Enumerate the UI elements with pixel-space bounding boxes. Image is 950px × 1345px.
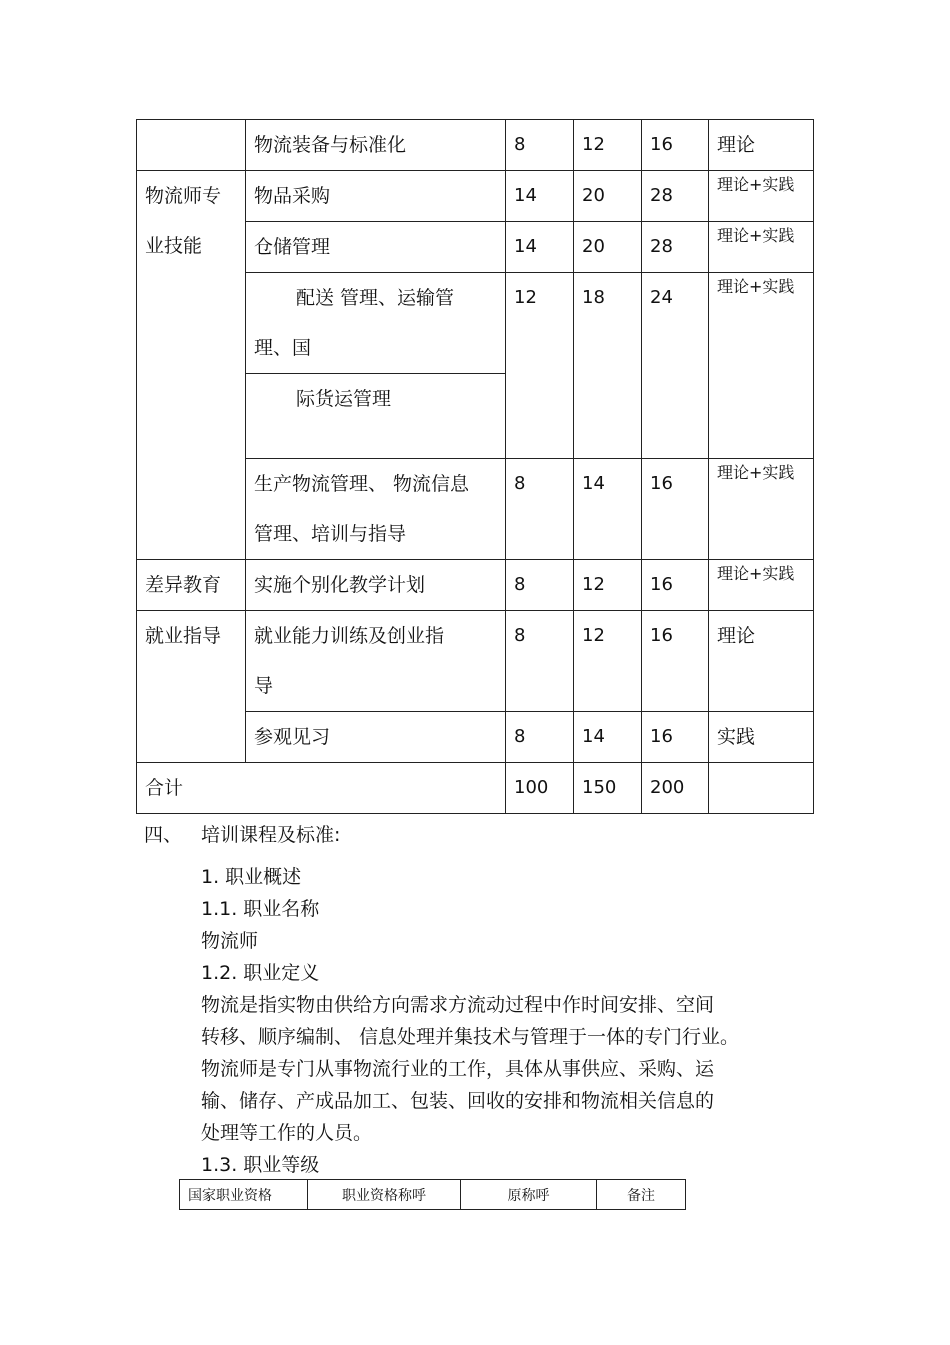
definition-line: 转移、顺序编制、 信息处理并集技术与管理于一体的专门行业。 xyxy=(201,1026,740,1048)
section-number: 四、 xyxy=(144,824,183,846)
category-cell xyxy=(137,120,246,171)
hours-c-cell: 16 xyxy=(642,611,709,712)
definition-line: 物流师是专门从事物流行业的工作，具体从事供应、采购、运 xyxy=(201,1058,715,1080)
total-method-cell xyxy=(709,763,814,814)
table-row xyxy=(137,171,814,222)
category-cell xyxy=(137,171,246,560)
course-cell xyxy=(246,273,506,374)
course-cell xyxy=(246,374,506,459)
hours-b-cell: 20 xyxy=(574,171,642,222)
hours-c-cell: 28 xyxy=(642,171,709,222)
course-line: 管理、培训与指导 xyxy=(254,523,407,545)
hours-c-cell: 24 xyxy=(642,273,709,459)
definition-line: 物流是指实物由供给方向需求方流动过程中作时间安排、空间 xyxy=(201,994,715,1016)
course-cell: 仓储管理 xyxy=(246,222,506,273)
method-cell: 理论 xyxy=(709,120,814,171)
hours-a-cell: 14 xyxy=(506,222,574,273)
hours-a-cell: 8 xyxy=(506,712,574,763)
table-row xyxy=(137,560,814,611)
course-line: 生产物流管理、 物流信息 xyxy=(254,473,470,495)
total-b-cell: 150 xyxy=(574,763,642,814)
table-row xyxy=(137,120,814,171)
method-cell: 理论 xyxy=(709,611,814,712)
method-cell: 理论+实践 xyxy=(709,560,814,611)
table-header-row xyxy=(180,1180,686,1210)
method-cell: 理论+实践 xyxy=(709,171,814,222)
hours-a-cell: 14 xyxy=(506,171,574,222)
definition-line: 处理等工作的人员。 xyxy=(201,1122,373,1144)
course-cell: 物品采购 xyxy=(246,171,506,222)
category-cell: 就业指导 xyxy=(137,611,246,763)
definition-line: 输、储存、产成品加工、包装、回收的安排和物流相关信息的 xyxy=(201,1090,715,1112)
section-heading xyxy=(144,819,340,851)
section-title: 培训课程及标准: xyxy=(201,824,341,846)
hours-b-cell: 12 xyxy=(574,560,642,611)
heading-1-2: 1.2. 职业定义 xyxy=(201,962,320,984)
course-cell: 物流装备与标准化 xyxy=(246,120,506,171)
hours-b-cell: 12 xyxy=(574,611,642,712)
category-cell: 差异教育 xyxy=(137,560,246,611)
course-cell xyxy=(246,459,506,560)
course-cell xyxy=(246,611,506,712)
hours-b-cell: 12 xyxy=(574,120,642,171)
grade-table xyxy=(179,1179,686,1210)
heading-1: 1. 职业概述 xyxy=(201,866,302,888)
method-cell: 理论+实践 xyxy=(709,273,814,459)
hours-a-cell: 12 xyxy=(506,273,574,459)
occupation-name: 物流师 xyxy=(201,930,259,952)
hours-a-cell: 8 xyxy=(506,611,574,712)
hours-c-cell: 16 xyxy=(642,712,709,763)
course-line: 配送 管理、运输管 xyxy=(296,287,455,309)
hours-a-cell: 8 xyxy=(506,459,574,560)
total-c-cell: 200 xyxy=(642,763,709,814)
course-cell: 实施个别化教学计划 xyxy=(246,560,506,611)
hours-c-cell: 16 xyxy=(642,560,709,611)
course-line: 就业能力训练及创业指 xyxy=(254,625,445,647)
method-cell: 理论+实践 xyxy=(709,222,814,273)
method-cell: 实践 xyxy=(709,712,814,763)
hours-c-cell: 16 xyxy=(642,120,709,171)
method-cell: 理论+实践 xyxy=(709,459,814,560)
hours-b-cell: 20 xyxy=(574,222,642,273)
course-line: 理、国 xyxy=(254,337,312,359)
table-header-cell: 国家职业资格 xyxy=(180,1180,308,1210)
total-a-cell: 100 xyxy=(506,763,574,814)
heading-1-3: 1.3. 职业等级 xyxy=(201,1154,320,1176)
table-header-cell: 原称呼 xyxy=(461,1180,597,1210)
body-text xyxy=(201,861,801,1181)
course-hours-table xyxy=(136,119,814,814)
course-line: 际货运管理 xyxy=(296,388,392,410)
table-header-cell: 备注 xyxy=(597,1180,686,1210)
hours-b-cell: 14 xyxy=(574,459,642,560)
hours-b-cell: 18 xyxy=(574,273,642,459)
heading-1-1: 1.1. 职业名称 xyxy=(201,898,320,920)
category-line: 业技能 xyxy=(145,235,203,257)
course-line: 导 xyxy=(254,675,274,697)
hours-a-cell: 8 xyxy=(506,120,574,171)
total-row xyxy=(137,763,814,814)
hours-c-cell: 16 xyxy=(642,459,709,560)
hours-a-cell: 8 xyxy=(506,560,574,611)
category-line: 物流师专 xyxy=(145,185,222,207)
hours-b-cell: 14 xyxy=(574,712,642,763)
table-header-cell: 职业资格称呼 xyxy=(308,1180,461,1210)
course-cell: 参观见习 xyxy=(246,712,506,763)
total-label-cell: 合计 xyxy=(137,763,506,814)
hours-c-cell: 28 xyxy=(642,222,709,273)
table-row xyxy=(137,611,814,712)
